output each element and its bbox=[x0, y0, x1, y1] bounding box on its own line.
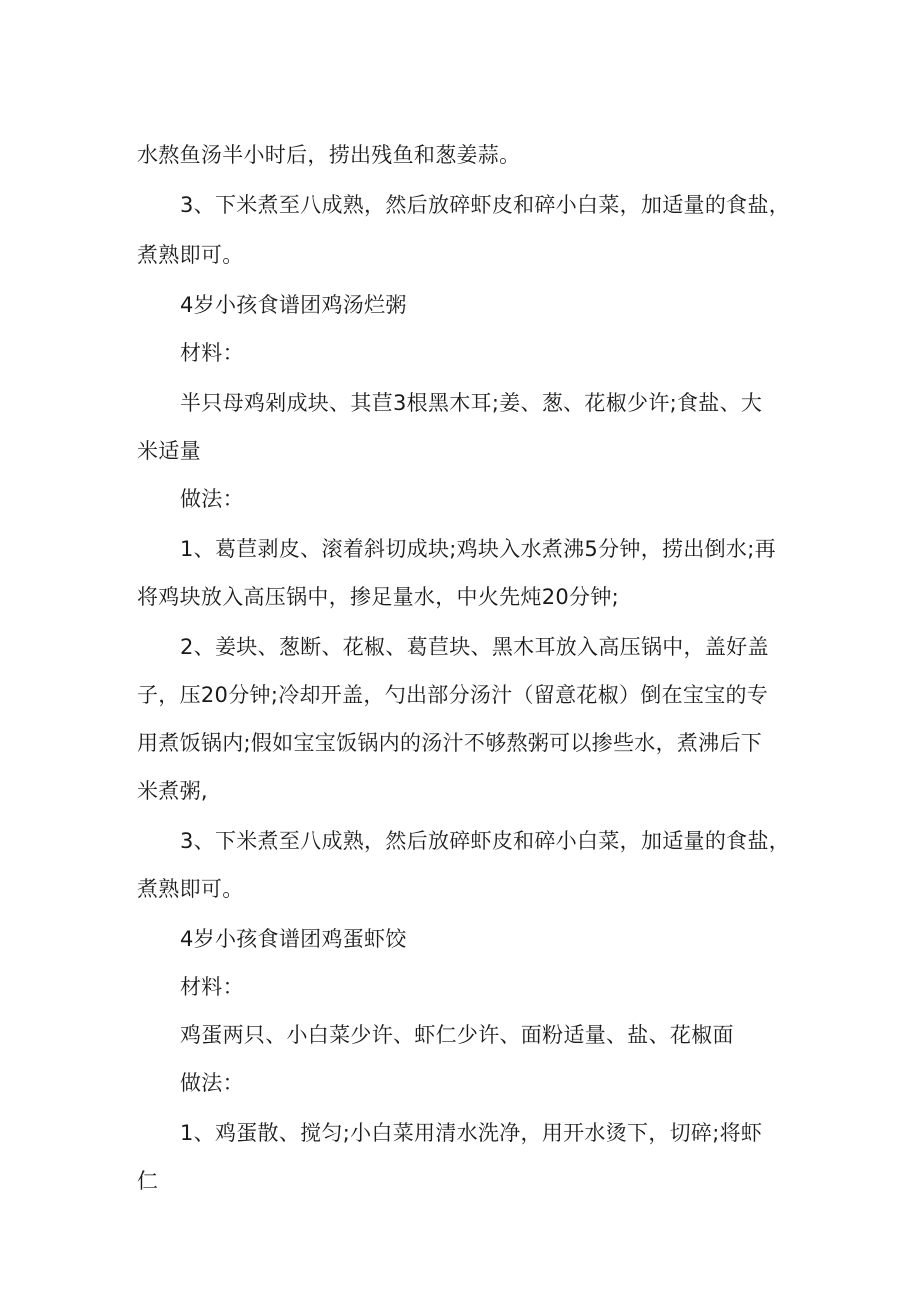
method-label: 做法： bbox=[180, 487, 244, 511]
text-line: 半只母鸡剁成块、其苣3根黑木耳;姜、葱、花椒少许;食盐、大 bbox=[180, 391, 763, 415]
text-line: 3、下米煮至八成熟，然后放碎虾皮和碎小白菜，加适量的食盐， bbox=[180, 829, 791, 853]
text-line: 3、下米煮至八成熟，然后放碎虾皮和碎小白菜，加适量的食盐， bbox=[180, 193, 791, 217]
text-line: 煮熟即可。 bbox=[137, 877, 244, 901]
section-title: 4岁小孩食谱团鸡汤烂粥 bbox=[180, 293, 407, 317]
text-line: 鸡蛋两只、小白菜少许、虾仁少许、面粉适量、盐、花椒面 bbox=[180, 1023, 734, 1047]
text-line: 1、葛苣剥皮、滚着斜切成块;鸡块入水煮沸5分钟，捞出倒水;再 bbox=[180, 537, 776, 561]
materials-label: 材料： bbox=[180, 975, 244, 999]
text-line: 2、姜块、葱断、花椒、葛苣块、黑木耳放入高压锅中，盖好盖 bbox=[180, 635, 769, 659]
text-line: 将鸡块放入高压锅中，掺足量水，中火先炖20分钟; bbox=[137, 585, 619, 609]
method-label: 做法： bbox=[180, 1071, 244, 1095]
text-line: 米煮粥, bbox=[137, 779, 208, 803]
text-line: 用煮饭锅内;假如宝宝饭锅内的汤汁不够熬粥可以掺些水，煮沸后下 bbox=[137, 731, 763, 755]
text-line: 米适量 bbox=[137, 439, 201, 463]
section-title: 4岁小孩食谱团鸡蛋虾饺 bbox=[180, 927, 407, 951]
text-line: 仁 bbox=[137, 1169, 159, 1193]
text-line: 1、鸡蛋散、搅匀;小白菜用清水洗净，用开水烫下，切碎;将虾 bbox=[180, 1121, 763, 1145]
text-line: 煮熟即可。 bbox=[137, 243, 244, 267]
text-line: 水熬鱼汤半小时后，捞出残鱼和葱姜蒜。 bbox=[137, 143, 521, 167]
text-line: 子，压20分钟;冷却开盖，勺出部分汤汁（留意花椒）倒在宝宝的专 bbox=[137, 683, 769, 707]
materials-label: 材料： bbox=[180, 341, 244, 365]
